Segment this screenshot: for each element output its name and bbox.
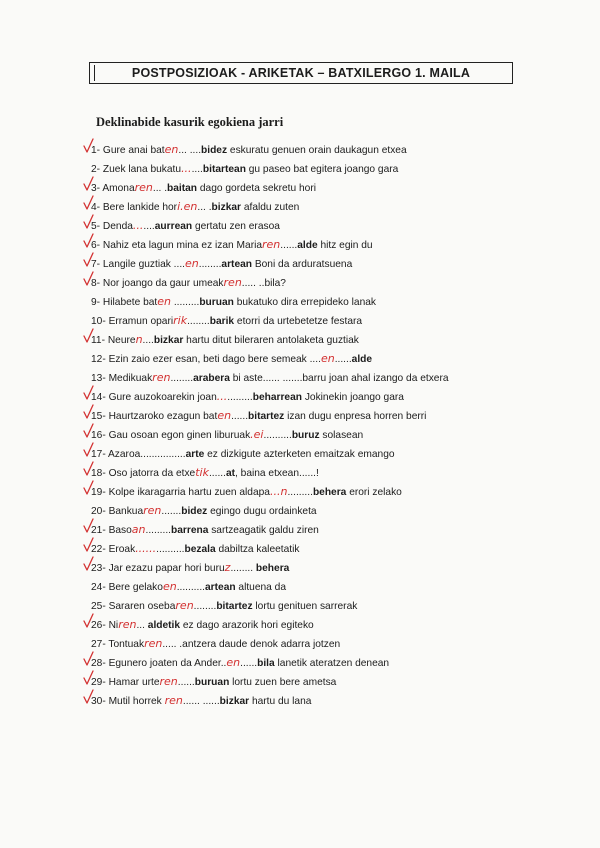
blank-dots: ......... <box>227 392 253 403</box>
check-mark-icon <box>83 689 95 703</box>
exercise-line <box>91 656 389 670</box>
handwritten-answer: i.en <box>177 200 198 213</box>
postposition-word: baitan <box>167 183 198 194</box>
exercise-line <box>91 675 336 689</box>
sentence-text: Amona <box>102 183 135 194</box>
exercise-number: 23- <box>91 563 109 574</box>
sentence-text: Langile guztiak .... <box>102 259 186 270</box>
exercise-line <box>91 295 376 309</box>
blank-dots: .... <box>142 335 154 346</box>
sentence-text-end: gertatu zen erasoa <box>192 221 280 232</box>
exercise-line <box>91 637 340 651</box>
check-mark-icon <box>83 442 95 456</box>
sentence-text-end: sartzeagatik galdu ziren <box>208 525 319 536</box>
handwritten-answer: ren <box>223 276 242 289</box>
postposition-word: bitartez <box>216 601 253 612</box>
postposition-word: beharrean <box>252 392 302 403</box>
postposition-word: arabera <box>193 373 230 384</box>
sentence-text-end: hartu du lana <box>249 696 312 707</box>
postposition-word: barik <box>209 316 235 327</box>
handwritten-answer: ren <box>144 637 163 650</box>
postposition-word: bizkar <box>219 696 250 707</box>
exercise-line <box>91 333 359 347</box>
postposition-word: behera <box>312 487 347 498</box>
sentence-text: Baso <box>108 525 132 536</box>
sentence-text-end: hartu ditut bileraren antolaketa guztiak <box>183 335 359 346</box>
sentence-text-end: gu paseo bat egitera joango gara <box>245 164 399 175</box>
blank-dots: ....... <box>161 506 182 517</box>
handwritten-answer: ... <box>216 390 228 403</box>
postposition-word: buruz <box>291 430 320 441</box>
sentence-text-end: altuena da <box>235 582 286 593</box>
handwritten-answer: en <box>164 143 179 156</box>
handwritten-answer: an <box>131 523 146 536</box>
exercise-number: 7- <box>91 259 103 270</box>
exercise-line <box>91 371 449 385</box>
check-mark-icon <box>83 461 95 475</box>
blank-dots: ......... <box>287 487 313 498</box>
check-mark-icon <box>83 328 95 342</box>
blank-dots: ........ <box>230 563 256 574</box>
handwritten-answer: ... <box>132 219 144 232</box>
exercise-number: 29- <box>91 677 109 688</box>
sentence-text-end: bukatuko dira errepideko lanak <box>233 297 377 308</box>
sentence-text-end: ez dago arazorik hori egiteko <box>180 620 314 631</box>
handwritten-answer: en <box>217 409 232 422</box>
handwritten-answer: en <box>320 352 335 365</box>
exercise-line <box>91 561 289 575</box>
sentence-text: Nahiz eta lagun mina ez izan Maria <box>102 240 263 251</box>
handwritten-answer: ...n <box>269 485 288 498</box>
exercise-number: 24- <box>91 582 109 593</box>
exercise-line <box>91 162 398 176</box>
exercise-number: 1- <box>91 145 103 156</box>
sentence-text-end: etorri da urtebetetze festara <box>234 316 363 327</box>
exercise-line <box>91 409 426 423</box>
handwritten-answer: z <box>224 561 231 574</box>
exercise-number: 20- <box>91 506 109 517</box>
instruction-heading: Deklinabide kasurik egokiena jarri <box>96 115 284 129</box>
sentence-text-end: Jokinekin joango gara <box>301 392 404 403</box>
sentence-text: Egunero joaten da Ander.. <box>108 658 227 669</box>
sentence-text-end: antzera daude denok adarra jotzen <box>182 639 341 650</box>
exercise-number: 11- <box>91 335 108 346</box>
postposition-word: alde <box>297 240 318 251</box>
blank-dots: ........ <box>193 601 217 612</box>
exercise-number: 5- <box>91 221 103 232</box>
handwritten-answer: ren <box>152 371 171 384</box>
sentence-text-end: dago gordeta sekretu hori <box>197 183 316 194</box>
sentence-text: Bankua <box>108 506 144 517</box>
exercise-number: 28- <box>91 658 109 669</box>
exercise-number: 26- <box>91 620 109 631</box>
sentence-text: Oso jatorra da etxe <box>108 468 196 479</box>
blank-dots: ........ <box>170 373 194 384</box>
postposition-word: behera <box>255 563 290 574</box>
sentence-text-end: afaldu zuten <box>241 202 300 213</box>
sentence-text-end: lanetik ateratzen denean <box>274 658 390 669</box>
handwritten-answer: rik <box>173 314 188 327</box>
blank-dots: ... . <box>152 183 168 194</box>
check-mark-icon <box>83 480 95 494</box>
blank-dots: ... .... <box>178 145 202 156</box>
exercise-number: 21- <box>91 525 109 536</box>
exercise-line <box>91 523 319 537</box>
exercise-number: 30- <box>91 696 109 707</box>
sentence-text: Neure <box>107 335 136 346</box>
check-mark-icon <box>83 385 95 399</box>
sentence-text-end: bila? <box>264 278 286 289</box>
blank-dots: ......... <box>171 297 200 308</box>
handwritten-answer: ren <box>164 694 183 707</box>
sentence-text: Eroak <box>108 544 136 555</box>
handwritten-answer: ren <box>134 181 153 194</box>
handwritten-answer: ren <box>159 675 178 688</box>
blank-dots: ......... <box>145 525 171 536</box>
check-mark-icon <box>83 537 95 551</box>
sentence-text: Sararen oseba <box>108 601 176 612</box>
exercise-number: 9- <box>91 297 103 308</box>
exercise-line <box>91 314 362 328</box>
sentence-text-end: izan dugu enpresa horren berri <box>284 411 427 422</box>
check-mark-icon <box>83 233 95 247</box>
check-mark-icon <box>83 423 95 437</box>
exercise-number: 4- <box>91 202 103 213</box>
sentence-text: Gau osoan egon ginen liburuak <box>108 430 251 441</box>
blank-dots: ... <box>136 620 148 631</box>
blank-dots: .... <box>143 221 155 232</box>
sentence-text-end: bi aste...... .......barru joan ahal izango da etxera <box>229 373 449 384</box>
blank-dots: .......... <box>176 582 205 593</box>
blank-dots: .......... <box>156 544 185 555</box>
handwritten-answer: ren <box>262 238 281 251</box>
exercise-number: 3- <box>91 183 103 194</box>
exercise-line <box>91 238 373 252</box>
sentence-text-end: dabiltza kaleetatik <box>215 544 300 555</box>
postposition-word: bizkar <box>211 202 241 213</box>
exercise-number: 19- <box>91 487 109 498</box>
sentence-text: Hamar urte <box>108 677 160 688</box>
exercise-number: 25- <box>91 601 109 612</box>
exercise-number: 14- <box>91 392 109 403</box>
sentence-text-end: egingo dugu ordainketa <box>207 506 317 517</box>
sentence-text: Ni <box>108 620 119 631</box>
check-mark-icon <box>83 214 95 228</box>
postposition-word: bitartean <box>202 164 246 175</box>
postposition-word: buruan <box>199 297 234 308</box>
exercise-line <box>91 257 352 271</box>
check-mark-icon <box>83 138 95 152</box>
sentence-text: Erramun opari <box>108 316 174 327</box>
blank-dots: ...... ...... <box>182 696 220 707</box>
exercise-number: 2- <box>91 164 103 175</box>
postposition-word: barrena <box>171 525 209 536</box>
postposition-word: arte <box>185 449 205 460</box>
postposition-word: artean <box>221 259 252 270</box>
exercise-line <box>91 694 311 708</box>
exercise-line <box>91 143 407 157</box>
blank-dots: ...... <box>280 240 298 251</box>
handwritten-answer: en <box>157 295 172 308</box>
exercise-number: 10- <box>91 316 109 327</box>
check-mark-icon <box>83 518 95 532</box>
postposition-word: artean <box>205 582 236 593</box>
sentence-text: Azaroa <box>108 449 141 460</box>
exercise-line <box>91 542 299 556</box>
exercise-number: 8- <box>91 278 103 289</box>
sentence-text-end: , baina etxean......! <box>235 468 319 479</box>
blank-dots: ...... <box>231 411 249 422</box>
sentence-text: Medikuak <box>108 373 153 384</box>
exercise-line <box>91 181 316 195</box>
blank-dots: ...... <box>208 468 226 479</box>
sentence-text: Gure auzokoarekin joan <box>108 392 217 403</box>
sentence-text: Zuek lana bukatu <box>102 164 182 175</box>
blank-dots: ..... .. <box>241 278 265 289</box>
sentence-text: Haurtzaroko ezagun bat <box>108 411 218 422</box>
exercise-number: 27- <box>91 639 109 650</box>
handwritten-answer: tik <box>195 466 209 479</box>
handwritten-answer: .ei <box>250 428 264 441</box>
sentence-text-end: solasean <box>319 430 364 441</box>
sentence-text: Nor joango da gaur umeak <box>102 278 224 289</box>
blank-dots: ................ <box>140 449 186 460</box>
exercise-line <box>91 390 404 404</box>
sentence-text-end: lortu genituen sarrerak <box>252 601 358 612</box>
postposition-word: bitartez <box>248 411 285 422</box>
handwritten-answer: en <box>162 580 177 593</box>
blank-dots: ........ <box>198 259 222 270</box>
sentence-text: Gure anai bat <box>102 145 165 156</box>
exercise-line <box>91 618 314 632</box>
exercise-number: 6- <box>91 240 103 251</box>
exercise-number: 22- <box>91 544 109 555</box>
sentence-text-end: lortu zuen bere ametsa <box>229 677 337 688</box>
blank-dots: ...... <box>334 354 352 365</box>
postposition-word: at <box>225 468 235 479</box>
sentence-text-end: eskuratu genuen orain daukagun etxea <box>227 145 407 156</box>
check-mark-icon <box>83 613 95 627</box>
exercise-number: 15- <box>91 411 109 422</box>
postposition-word: bidez <box>201 145 228 156</box>
sentence-text: Bere gelako <box>108 582 163 593</box>
exercise-line <box>91 504 317 518</box>
postposition-word: bidez <box>181 506 208 517</box>
sentence-text: Ezin zaio ezer esan, beti dago bere semeak .... <box>108 354 321 365</box>
handwritten-answer: n <box>135 333 143 346</box>
postposition-word: bezala <box>184 544 216 555</box>
sentence-text-end: Boni da arduratsuena <box>252 259 353 270</box>
sentence-text-end: ez dizkigute azterketen emaitzak emango <box>204 449 395 460</box>
exercise-line <box>91 219 280 233</box>
blank-dots: ........ <box>187 316 210 327</box>
blank-dots: .......... <box>263 430 292 441</box>
postposition-word: alde <box>351 354 373 365</box>
title-box <box>89 62 513 84</box>
sentence-text-end: hitz egin du <box>317 240 373 251</box>
handwritten-answer: ... <box>181 162 192 175</box>
check-mark-icon <box>83 195 95 209</box>
sentence-text: Bere lankide hor <box>102 202 178 213</box>
handwritten-answer: ren <box>143 504 162 517</box>
exercise-number: 17- <box>91 449 108 460</box>
exercise-number: 12- <box>91 354 109 365</box>
exercise-line <box>91 276 286 290</box>
sentence-text: Tontuak <box>108 639 145 650</box>
blank-dots: ...... <box>177 677 195 688</box>
check-mark-icon <box>83 176 95 190</box>
exercise-number: 13- <box>91 373 109 384</box>
handwritten-answer: ren <box>118 618 137 631</box>
handwritten-answer: en <box>185 257 199 270</box>
sentence-text: Hilabete bat <box>102 297 158 308</box>
postposition-word: aurrean <box>154 221 193 232</box>
blank-dots: .... <box>191 164 203 175</box>
blank-dots: ... . <box>197 202 212 213</box>
blank-dots: ..... . <box>162 639 183 650</box>
exercise-line <box>91 466 319 480</box>
exercise-line <box>91 352 372 366</box>
exercise-line <box>91 200 299 214</box>
check-mark-icon <box>83 670 95 684</box>
sentence-text: Kolpe ikaragarria hartu zuen aldapa <box>108 487 270 498</box>
exercise-number: 16- <box>91 430 109 441</box>
sentence-text: Denda <box>102 221 133 232</box>
exercise-line <box>91 485 402 499</box>
check-mark-icon <box>83 556 95 570</box>
check-mark-icon <box>83 404 95 418</box>
postposition-word: buruan <box>194 677 230 688</box>
postposition-word: aldetik <box>147 620 181 631</box>
handwritten-answer: ...... <box>135 542 157 555</box>
sentence-text: Mutil horrek <box>108 696 165 707</box>
sentence-text-end: erori zelako <box>346 487 402 498</box>
page-title: POSTPOSIZIOAK - ARIKETAK – BATXILERGO 1. MAILA <box>131 66 471 80</box>
exercise-line <box>91 447 395 461</box>
handwritten-answer: en <box>226 656 241 669</box>
postposition-word: bizkar <box>153 335 184 346</box>
check-mark-icon <box>83 252 95 266</box>
check-mark-icon <box>83 651 95 665</box>
check-mark-icon <box>83 271 95 285</box>
handwritten-answer: ren <box>175 599 194 612</box>
exercise-line <box>91 428 363 442</box>
exercise-line <box>91 580 286 594</box>
sentence-text: Jar ezazu papar hori buru <box>108 563 225 574</box>
blank-dots: ...... <box>240 658 258 669</box>
exercise-line <box>91 599 357 613</box>
exercise-number: 18- <box>91 468 109 479</box>
postposition-word: bila <box>257 658 275 669</box>
